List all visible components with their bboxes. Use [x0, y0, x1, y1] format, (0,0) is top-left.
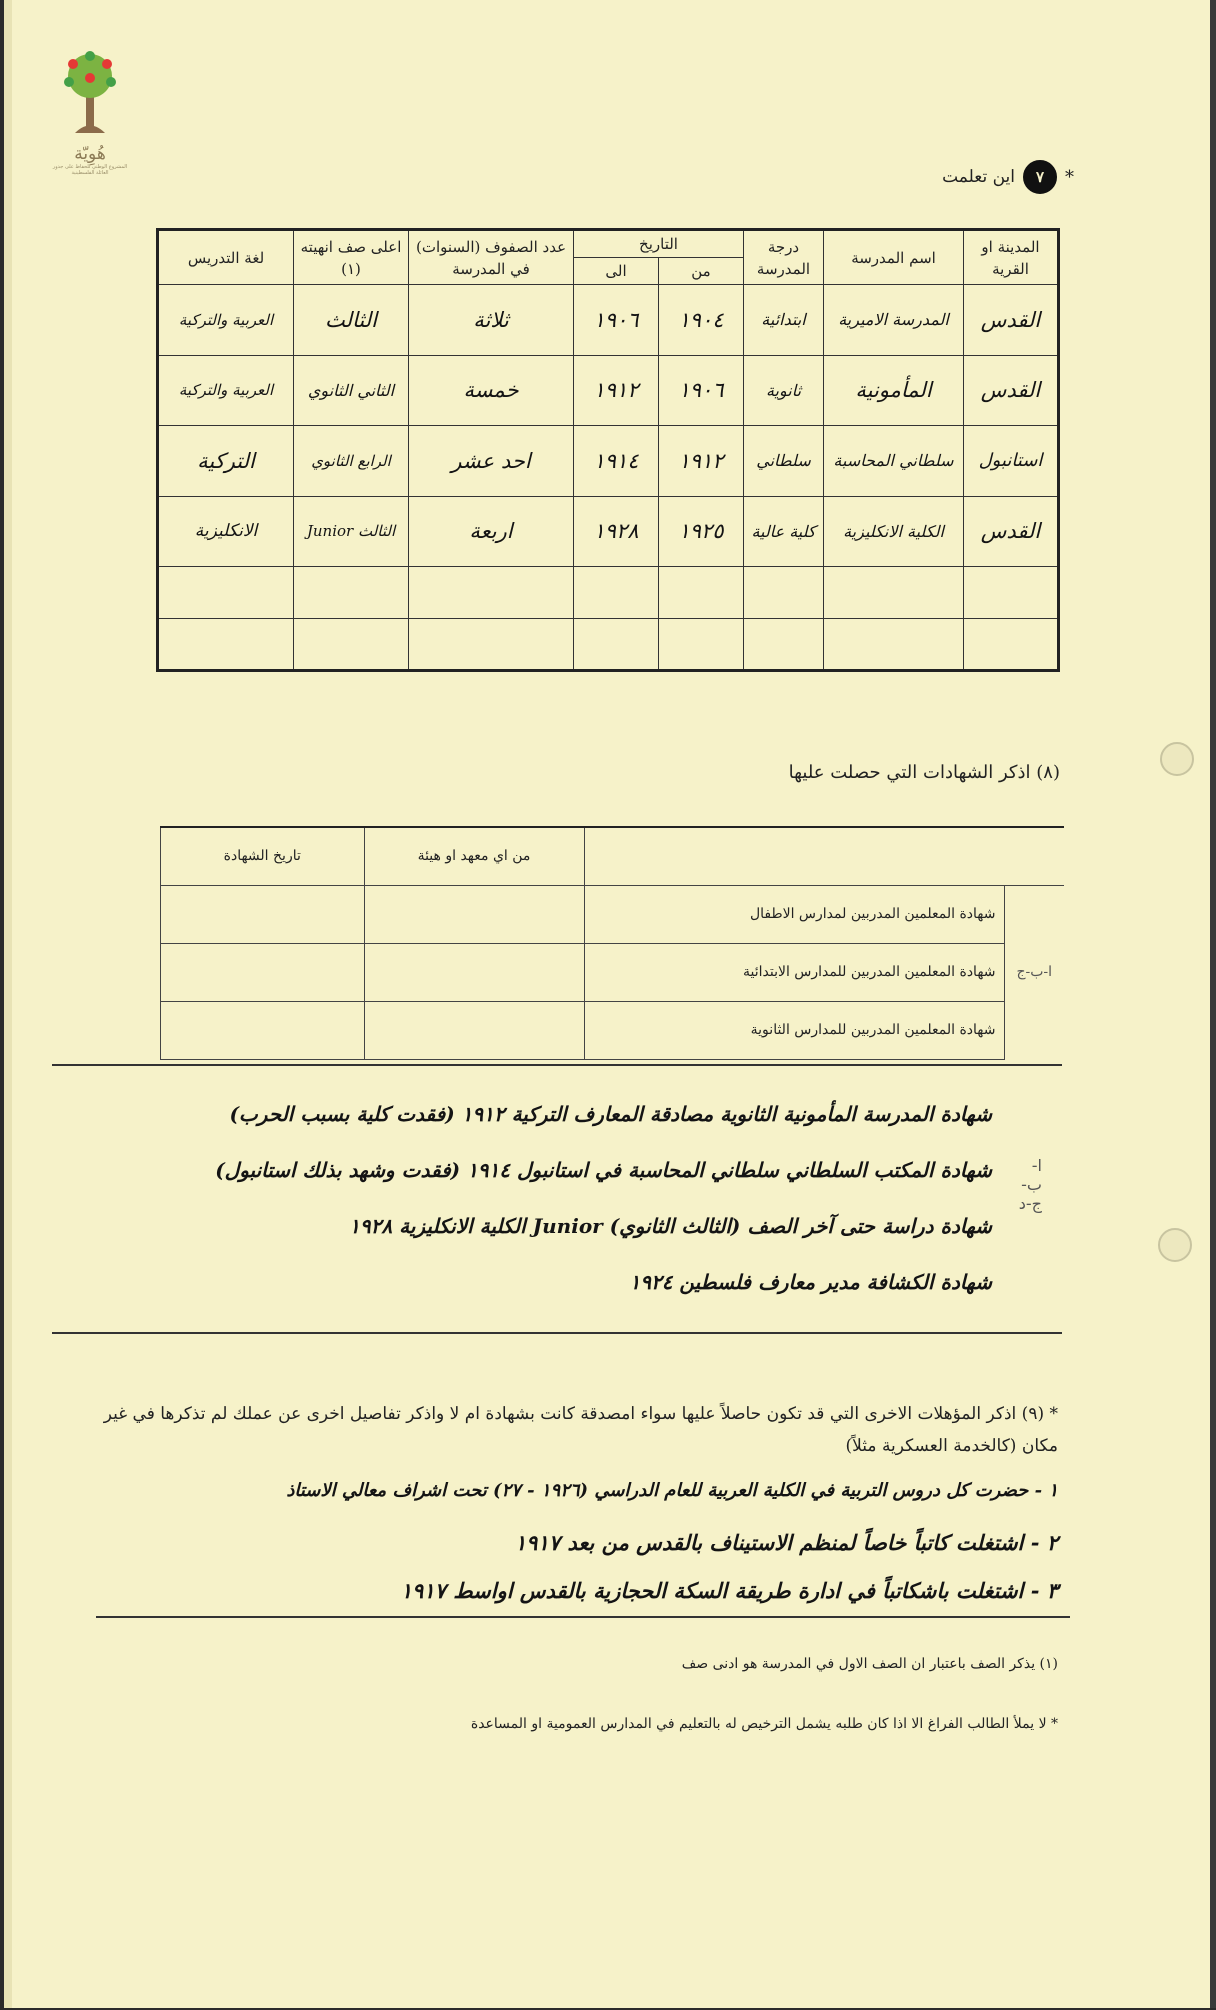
section8-title	[789, 762, 1060, 783]
punch-hole	[1158, 1228, 1192, 1262]
cell-city: القدس	[964, 355, 1059, 426]
cell-language: الانكليزية	[158, 496, 294, 567]
divider	[96, 1616, 1070, 1618]
cell-highest: الرابع الثانوي	[294, 426, 409, 497]
cert-header-from: من اي معهد او هيئة	[364, 827, 584, 885]
header-city: المدينة او القرية	[964, 230, 1059, 285]
section8-label: اذكر الشهادات التي حصلت عليها	[788, 762, 1031, 783]
header-level: درجة المدرسة	[744, 230, 824, 285]
cell-to: ١٩١٢	[574, 355, 659, 426]
header-date: التاريخ	[574, 230, 744, 258]
schools-table	[156, 228, 1060, 672]
cert-type: شهادة المعلمين المدربين للمدارس الابتدائية	[584, 943, 1004, 1001]
family-tree-icon	[55, 48, 125, 138]
section9-line: ١ - حضرت كل دروس التربية في الكلية العربية للعام الدراسي (١٩٢٦ - ٢٧) تحت اشراف معالي الاستاذ	[286, 1480, 1058, 1501]
table-row	[158, 496, 1059, 567]
cell-language: العربية والتركية	[158, 285, 294, 356]
header-from: من	[659, 258, 744, 285]
cell-level: سلطاني	[744, 426, 824, 497]
cell-city: القدس	[964, 496, 1059, 567]
logo	[50, 48, 130, 188]
document-page	[4, 0, 1214, 2008]
punch-hole	[1160, 742, 1194, 776]
section8-number: (٨)	[1036, 762, 1060, 783]
section9-star: *	[1049, 1404, 1058, 1424]
cert-row	[161, 885, 1065, 943]
header-school: اسم المدرسة	[824, 230, 964, 285]
cell-city: القدس	[964, 285, 1059, 356]
cert-type: شهادة المعلمين المدربين للمدارس الثانوية	[584, 1001, 1004, 1059]
handwritten-line: شهادة المدرسة المأمونية الثانوية مصادقة المعارف التركية ١٩١٢ (فقدت كلية بسبب الحرب)	[229, 1102, 992, 1126]
cell-to: ١٩٠٦	[574, 285, 659, 356]
handwritten-line: شهادة المكتب السلطاني سلطاني المحاسبة في استانبول ١٩١٤ (فقدت وشهد بذلك استانبول)	[215, 1158, 992, 1182]
page-edge	[1210, 0, 1216, 2008]
cell-school: الكلية الانكليزية	[824, 496, 964, 567]
section9-line: ٣ - اشتغلت باشكاتباً في ادارة طريقة السكة الحجازية بالقدس اواسط ١٩١٧	[400, 1578, 1058, 1603]
cell-highest: الثاني الثانوي	[294, 355, 409, 426]
header-highest: اعلى صف انهيته (١)	[294, 230, 409, 285]
section7-label: اين تعلمت	[942, 167, 1015, 187]
section7-title	[942, 160, 1074, 194]
cell-city: استانبول	[964, 426, 1059, 497]
section7-star: *	[1065, 166, 1074, 188]
section7-number: ٧	[1023, 160, 1057, 194]
cell-to: ١٩١٤	[574, 426, 659, 497]
table-row	[158, 426, 1059, 497]
cell-years: اربعة	[409, 496, 574, 567]
handwritten-certificates	[52, 1064, 1062, 1334]
section9-line: ٢ - اشتغلت كاتباً خاصاً لمنظم الاستيناف بالقدس من بعد ١٩١٧	[514, 1530, 1058, 1555]
section9-number: (٩)	[1021, 1404, 1045, 1424]
cell-school: سلطاني المحاسبة	[824, 426, 964, 497]
cell-level: ابتدائية	[744, 285, 824, 356]
cell-to: ١٩٢٨	[574, 496, 659, 567]
cert-header-row	[161, 827, 1065, 885]
handwritten-line: شهادة الكشافة مدير معارف فلسطين ١٩٢٤	[629, 1270, 992, 1294]
cell-years: احد عشر	[409, 426, 574, 497]
section9-text	[92, 1398, 1058, 1462]
cell-years: خمسة	[409, 355, 574, 426]
cert-bracket: ا-ب-ج	[1016, 964, 1053, 981]
logo-brand: هُوِيّة	[74, 144, 106, 164]
cell-language: العربية والتركية	[158, 355, 294, 426]
cell-from: ١٩٠٤	[659, 285, 744, 356]
footnote-1: (١) يذكر الصف باعتبار ان الصف الاول في المدرسة هو ادنى صف	[681, 1656, 1058, 1672]
cell-from: ١٩٠٦	[659, 355, 744, 426]
cert-type: شهادة المعلمين المدربين لمدارس الاطفال	[584, 885, 1004, 943]
cell-years: ثلاثة	[409, 285, 574, 356]
cell-from: ١٩١٢	[659, 426, 744, 497]
cell-language: التركية	[158, 426, 294, 497]
table-row-empty	[158, 567, 1059, 619]
cell-highest: الثالث Junior	[294, 496, 409, 567]
cert-row	[161, 1001, 1065, 1059]
handwritten-bracket: ا-ب-ج-د	[1018, 1156, 1042, 1213]
footnote-2: * لا يملأ الطالب الفراغ الا اذا كان طلبه يشمل الترخيص له بالتعليم في المدارس العمومية او المساعدة	[470, 1716, 1058, 1732]
header-to: الى	[574, 258, 659, 285]
header-years: عدد الصفوف (السنوات) في المدرسة	[409, 230, 574, 285]
cert-header-date: تاريخ الشهادة	[161, 827, 365, 885]
cell-level: ثانوية	[744, 355, 824, 426]
table-row-empty	[158, 619, 1059, 671]
section9-body: اذكر المؤهلات الاخرى التي قد تكون حاصلاً عليها سواء امصدقة كانت بشهادة ام لا واذكر تفاصيل اخرى عن عملك لم تذكرها في غير مكان (كالخدمة العسكرية مثلاً)	[103, 1404, 1058, 1456]
cell-highest: الثالث	[294, 285, 409, 356]
certificates-table	[160, 826, 1064, 1060]
header-language: لغة التدريس	[158, 230, 294, 285]
handwritten-line: شهادة دراسة حتى آخر الصف (الثالث الثانوي) Junior الكلية الانكليزية ١٩٢٨	[349, 1214, 992, 1238]
cert-row	[161, 943, 1065, 1001]
table-row	[158, 355, 1059, 426]
cell-school: المأمونية	[824, 355, 964, 426]
cell-school: المدرسة الاميرية	[824, 285, 964, 356]
cell-level: كلية عالية	[744, 496, 824, 567]
logo-tagline: المشروع الوطني للحفاظ على جذور العائلة الفلسطينية	[52, 164, 128, 176]
cell-from: ١٩٢٥	[659, 496, 744, 567]
table-row	[158, 285, 1059, 356]
